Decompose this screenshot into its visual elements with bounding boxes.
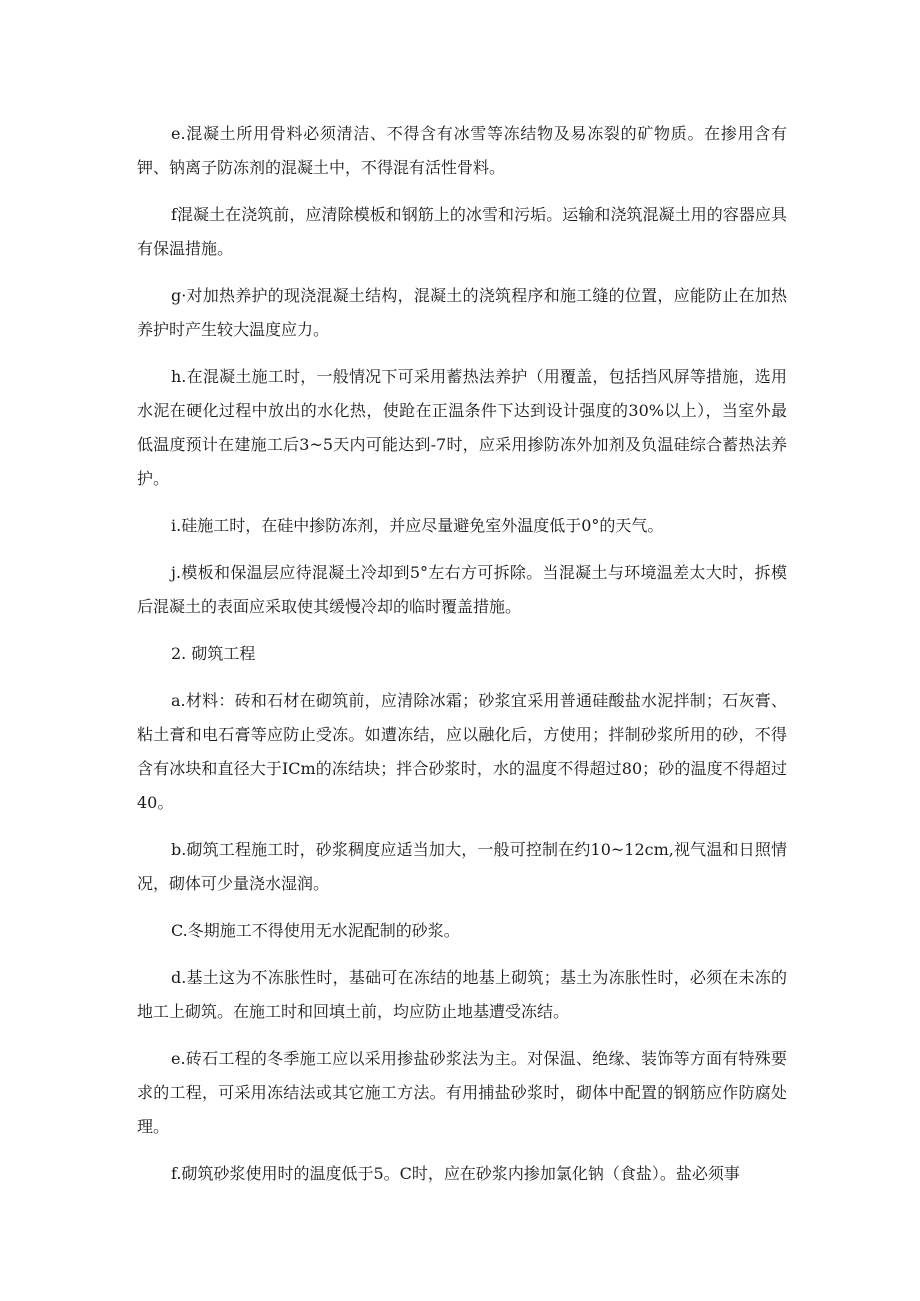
paragraph-salt-mortar-method: e.砖石工程的冬季施工应以采用掺盐砂浆法为主。对保温、绝缘、装饰等方面有特殊要求的工程，可采用冻结法或其它施工方法。有用捕盐砂浆时，砌体中配置的钢筋应作防腐处理。 (137, 1049, 787, 1136)
paragraph-formwork-removal: j.模板和保温层应待混凝土冷却到5°左右方可拆除。当混凝土与环境温差太大时，拆模后混凝土的表面应采取使其缓慢冷却的临时覆盖措施。 (137, 563, 787, 616)
paragraph-no-cement-mortar: C.冬期施工不得使用无水泥配制的砂浆。 (171, 921, 460, 940)
paragraph-mortar-consistency: b.砌筑工程施工时，砂浆稠度应适当加大，一般可控制在约10~12cm,视气温和日照情况，砌体可少量浇水湿润。 (137, 840, 787, 893)
paragraph-concrete-aggregate: e.混凝土所用骨料必须清洁、不得含有冰雪等冻结物及易冻裂的矿物质。在掺用含有钾、钠离子防冻剂的混凝土中，不得混有活性骨料。 (137, 124, 787, 177)
paragraph-heated-curing: g·对加热养护的现浇混凝土结构，混凝土的浇筑程序和施工缝的位置，应能防止在加热养护时产生较大温度应力。 (137, 286, 787, 339)
paragraph-foundation-soil: d.基土这为不冻胀性时，基础可在冻结的地基上砌筑；基土为冻胀性时，必须在未冻的地工上砌筑。在施工时和回填土前，均应防止地基遭受冻结。 (137, 968, 787, 1021)
paragraph-concrete-pouring: f混凝土在浇筑前，应清除模板和钢筋上的冰雪和污垢。运输和浇筑混凝土用的容器应具有保温措施。 (137, 205, 787, 258)
paragraph-materials: a.材料：砖和石材在砌筑前，应清除冰霜；砂浆宜采用普通硅酸盐水泥拌制；石灰膏、粘土膏和电石膏等应防止受冻。如遭冻结，应以融化后，方使用；拌制砂浆所用的砂，不得含有冰块和直径大于ICm的冻结块；拌合砂浆时，水的温度不得超过80；砂的温度不得超过40。 (137, 691, 787, 812)
paragraph-thermal-storage-curing: h.在混凝土施工时，一般情况下可采用蓄热法养护（用覆盖，包括挡风屏等措施，选用水泥在硬化过程中放出的水化热，使跄在正温条件下达到设计强度的30%以上），当室外最低温度预计在建施工后3~5天内可能达到-7时，应采用掺防冻外加剂及负温硅综合蓄热法养护。 (137, 367, 787, 488)
document-body (137, 117, 787, 1204)
section-heading-masonry: 2. 砌筑工程 (171, 644, 256, 663)
paragraph-mortar-temperature: f.砌筑砂浆使用时的温度低于5。C时，应在砂浆内掺加氯化钠（食盐）。盐必须事 (171, 1164, 740, 1183)
paragraph-antifreeze: i.硅施工时，在硅中掺防冻剂，并应尽量避免室外温度低于0°的天气。 (171, 516, 664, 535)
